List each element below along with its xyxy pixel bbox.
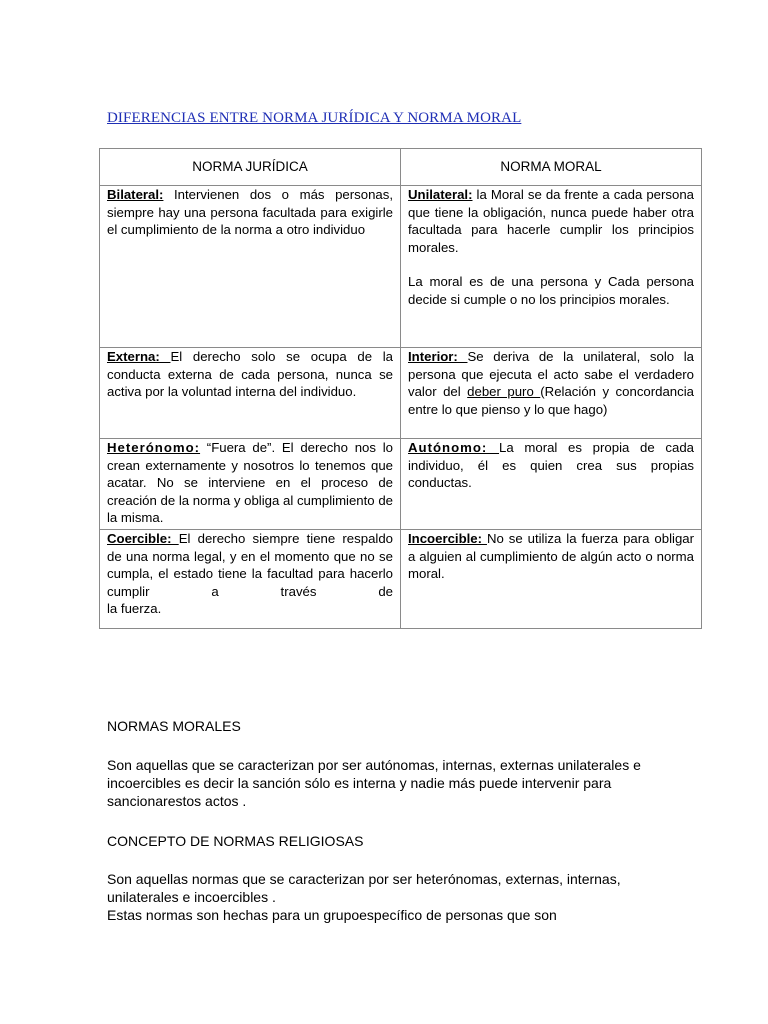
normas-religiosas-text: Son aquellas normas que se caracterizan por ser heterónomas, externas, internas, unilaterales e incoercibles . <box>107 871 621 905</box>
term-bilateral: Bilateral: <box>107 187 164 202</box>
text-coercible-end: la fuerza. <box>107 601 162 616</box>
normas-morales-text: Son aquellas que se caracterizan por ser autónomas, internas, externas unilaterales e incoercibles es decir la sanción sólo es interna y nadie más puede intervenir para sancionarestos actos . <box>107 757 641 809</box>
cell-heteronomo <box>100 439 401 530</box>
term-interior: Interior: <box>408 349 468 364</box>
normas-religiosas-text-2: Estas normas son hechas para un grupoespecífico de personas que son <box>107 907 557 923</box>
table-row <box>100 530 702 629</box>
term-unilateral: Unilateral: <box>408 187 473 202</box>
cell-autonomo <box>401 439 702 530</box>
term-autonomo: Autónomo: <box>408 440 500 455</box>
table-row <box>100 186 702 348</box>
text-bilateral: Intervienen dos o más personas, siempre hay una persona facultada para exigirle el cumplimiento de la norma a otro individuo <box>107 187 393 237</box>
cell-coercible <box>100 530 401 629</box>
table-row <box>100 348 702 439</box>
text-interior-a: Se deriva de la unilateral, solo la persona que ejecuta el acto sabe el verdadero valor del <box>408 349 695 399</box>
text-coercible: El derecho siempre tiene respaldo de una norma legal, y en el momento que no se cumpla, el estado tiene la facultad para hacerlo cumplir a través de <box>107 531 394 599</box>
text-unilateral: la Moral se da frente a cada persona que tiene la obligación, nunca puede haber otra facultada para hacerle cumplir los principios morales. <box>408 187 694 255</box>
comparison-table <box>99 148 702 629</box>
cell-bilateral <box>100 186 401 348</box>
normas-morales-heading: NORMAS MORALES <box>107 718 241 734</box>
document-title: DIFERENCIAS ENTRE NORMA JURÍDICA Y NORMA MORAL <box>107 110 522 126</box>
cell-unilateral <box>401 186 702 348</box>
text-heteronomo: “Fuera de”. El derecho nos lo crean externamente y nosotros lo tenemos que acatar. No se interviene en el proceso de creación de la norma y obliga al cumplimiento de la misma. <box>107 440 393 525</box>
cell-incoercible <box>401 530 702 629</box>
normas-religiosas-heading: CONCEPTO DE NORMAS RELIGIOSAS <box>107 833 364 849</box>
term-externa: Externa: <box>107 349 171 364</box>
text-interior-b: (Relación y concordancia entre lo que pienso y lo que hago) <box>408 384 695 417</box>
header-norma-moral: NORMA MORAL <box>401 149 702 186</box>
term-incoercible: Incoercible: <box>408 531 487 546</box>
table-row <box>100 439 702 530</box>
text-externa: El derecho solo se ocupa de la conducta externa de cada persona, nunca se activa por la voluntad interna del individuo. <box>107 349 393 399</box>
header-norma-juridica: NORMA JURÍDICA <box>100 149 401 186</box>
term-heteronomo: Heterónomo: <box>107 440 201 455</box>
table-header-row <box>100 149 702 186</box>
cell-interior <box>401 348 702 439</box>
text-autonomo: La moral es propia de cada individuo, él es quien crea sus propias conductas. <box>408 440 694 490</box>
text-deber-puro: deber puro <box>467 384 541 399</box>
term-coercible: Coercible: <box>107 531 179 546</box>
text-unilateral-extra: La moral es de una persona y Cada persona decide si cumple o no los principios morales. <box>408 274 694 307</box>
cell-externa <box>100 348 401 439</box>
text-incoercible: No se utiliza la fuerza para obligar a alguien al cumplimiento de algún acto o norma moral. <box>408 531 694 581</box>
